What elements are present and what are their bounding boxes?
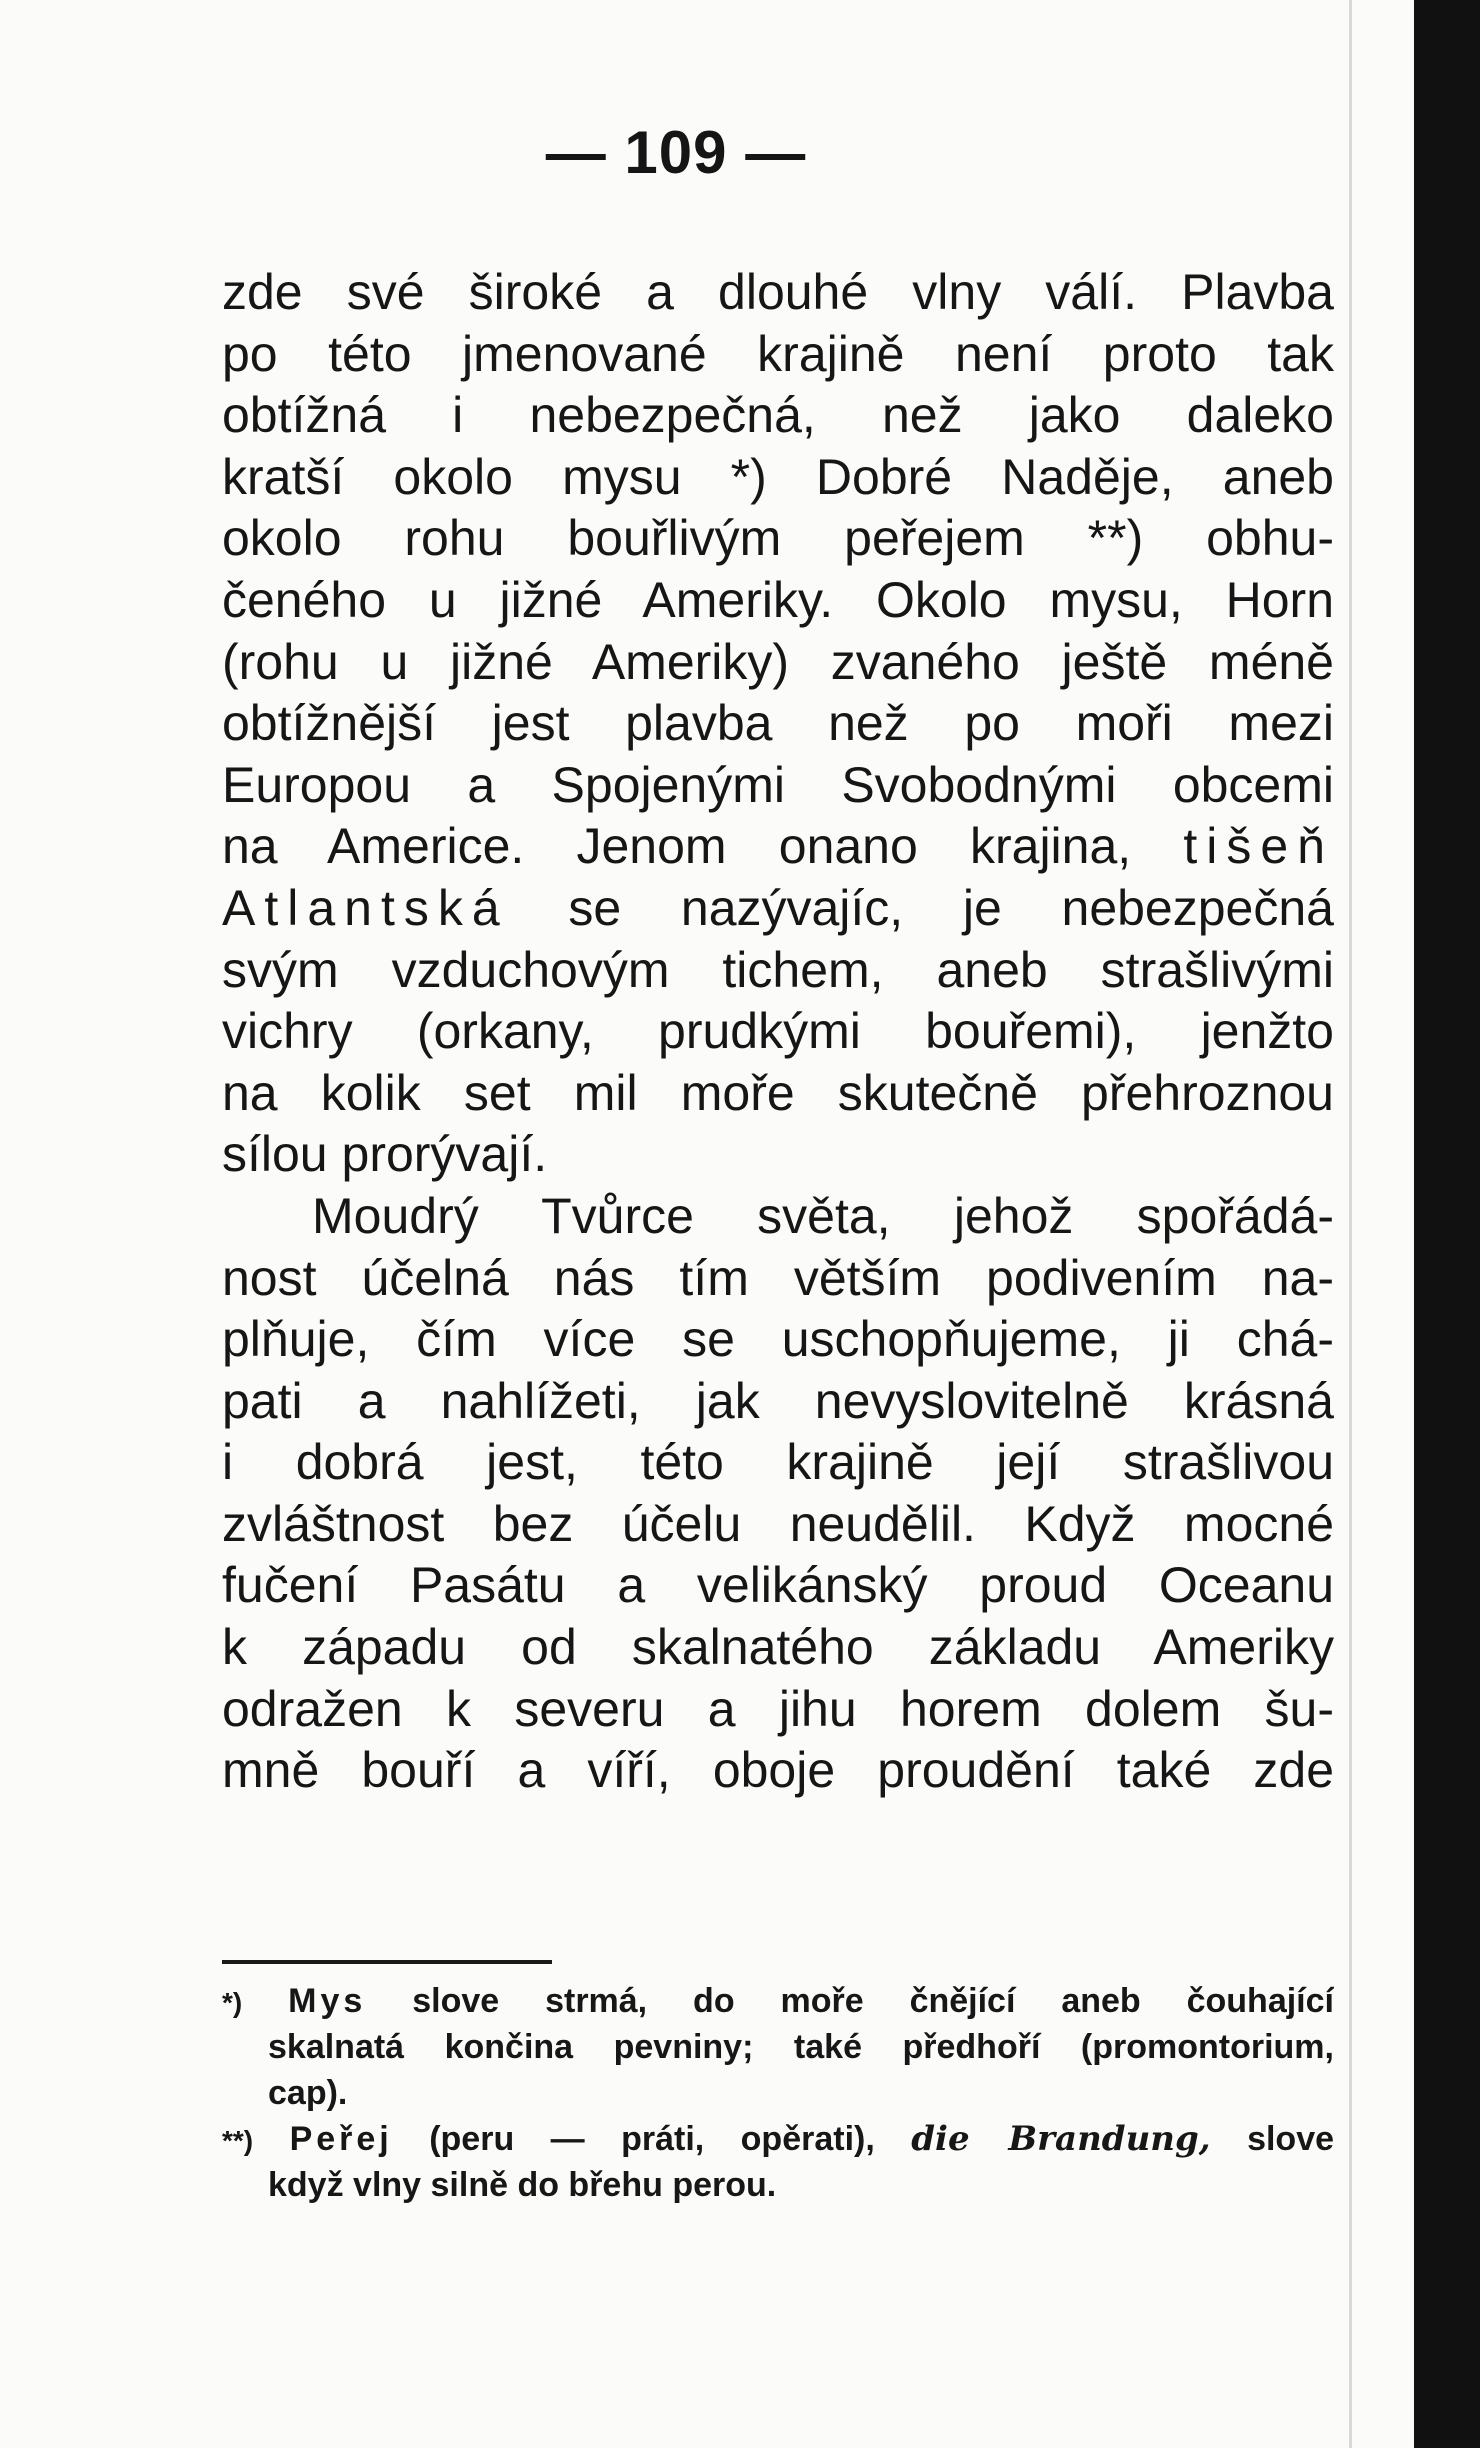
text-line: obtížnější jest plavba než po moři mezi	[222, 695, 1334, 752]
text-segment: slove strmá, do moře čnějící aneb čouhající	[412, 1982, 1334, 2020]
text-segment: se nazývajíc, je nebezpečná	[568, 879, 1334, 936]
text-line: (rohu u jižné Ameriky) zvaného ještě méně	[222, 633, 1334, 690]
footnote-line: když vlny silně do břehu perou.	[268, 2166, 777, 2204]
text-line: Europou a Spojenými Svobodnými obcemi	[222, 756, 1334, 813]
text-line: obtížná i nebezpečná, než jako daleko	[222, 387, 1334, 444]
text-line: fučení Pasátu a velikánský proud Oceanu	[222, 1557, 1334, 1614]
text-line: odražen k severu a jihu horem dolem šu-	[222, 1680, 1334, 1737]
footnotes	[222, 1978, 1334, 2208]
german-term: die Brandung,	[911, 2119, 1211, 2159]
main-text	[222, 262, 1334, 1802]
text-line: kratší okolo mysu *) Dobré Naděje, aneb	[222, 448, 1334, 505]
page-edge	[1352, 0, 1414, 2448]
footnote-line: skalnatá končina pevniny; také předhoří (promontorium,	[268, 2028, 1334, 2066]
text-line: k západu od skalnatého základu Ameriky	[222, 1619, 1334, 1676]
text-line: pati a nahlížeti, jak nevyslovitelně krásná	[222, 1372, 1334, 1429]
text-line: zde své široké a dlouhé vlny válí. Plavba	[222, 264, 1334, 320]
footnote-line	[222, 2116, 1334, 2162]
text-line: okolo rohu bouřlivým peřejem **) obhu-	[222, 510, 1334, 567]
text-segment: (peru — práti, opěrati),	[429, 2120, 875, 2158]
text-line	[222, 816, 1334, 878]
text-line: zvláštnost bez účelu neudělil. Když mocné	[222, 1495, 1334, 1552]
text-line: i dobrá jest, této krajině její strašlivou	[222, 1434, 1334, 1491]
text-line: sílou prorývají.	[222, 1126, 548, 1183]
text-segment: na Americe. Jenom onano krajina,	[222, 818, 1132, 875]
text-line: po této jmenované krajině není proto tak	[222, 325, 1334, 382]
text-line: na kolik set mil moře skutečně přehroznou	[222, 1064, 1334, 1121]
scan-border	[1414, 0, 1480, 2448]
footnote-line	[222, 1978, 1334, 2024]
text-line: mně bouří a víří, oboje proudění také zde	[222, 1742, 1334, 1799]
text-line	[222, 878, 1334, 940]
text-line: svým vzduchovým tichem, aneb strašlivými	[222, 941, 1334, 998]
footnote-line: cap).	[268, 2074, 348, 2112]
footnote-marker: **)	[222, 2125, 254, 2156]
text-line: nost účelná nás tím větším podivením na-	[222, 1249, 1334, 1306]
text-line: vichry (orkany, prudkými bouřemi), jenžto	[222, 1003, 1334, 1060]
footnote-term: Peřej	[289, 2120, 393, 2158]
spaced-term: tišeň	[1183, 818, 1334, 875]
spaced-term: Atlantská	[222, 879, 509, 936]
text-line: Moudrý Tvůrce světa, jehož spořádá-	[312, 1187, 1334, 1244]
footnote-divider	[222, 1960, 552, 1964]
text-segment: slove	[1247, 2120, 1334, 2158]
text-line: plňuje, čím více se uschopňujeme, ji chá-	[222, 1311, 1334, 1368]
text-line: čeného u jižné Ameriky. Okolo mysu, Horn	[222, 571, 1334, 628]
page-number: — 109 —	[545, 119, 807, 186]
footnote-term: Mys	[288, 1982, 367, 2020]
footnote-marker: *)	[222, 1987, 243, 2018]
